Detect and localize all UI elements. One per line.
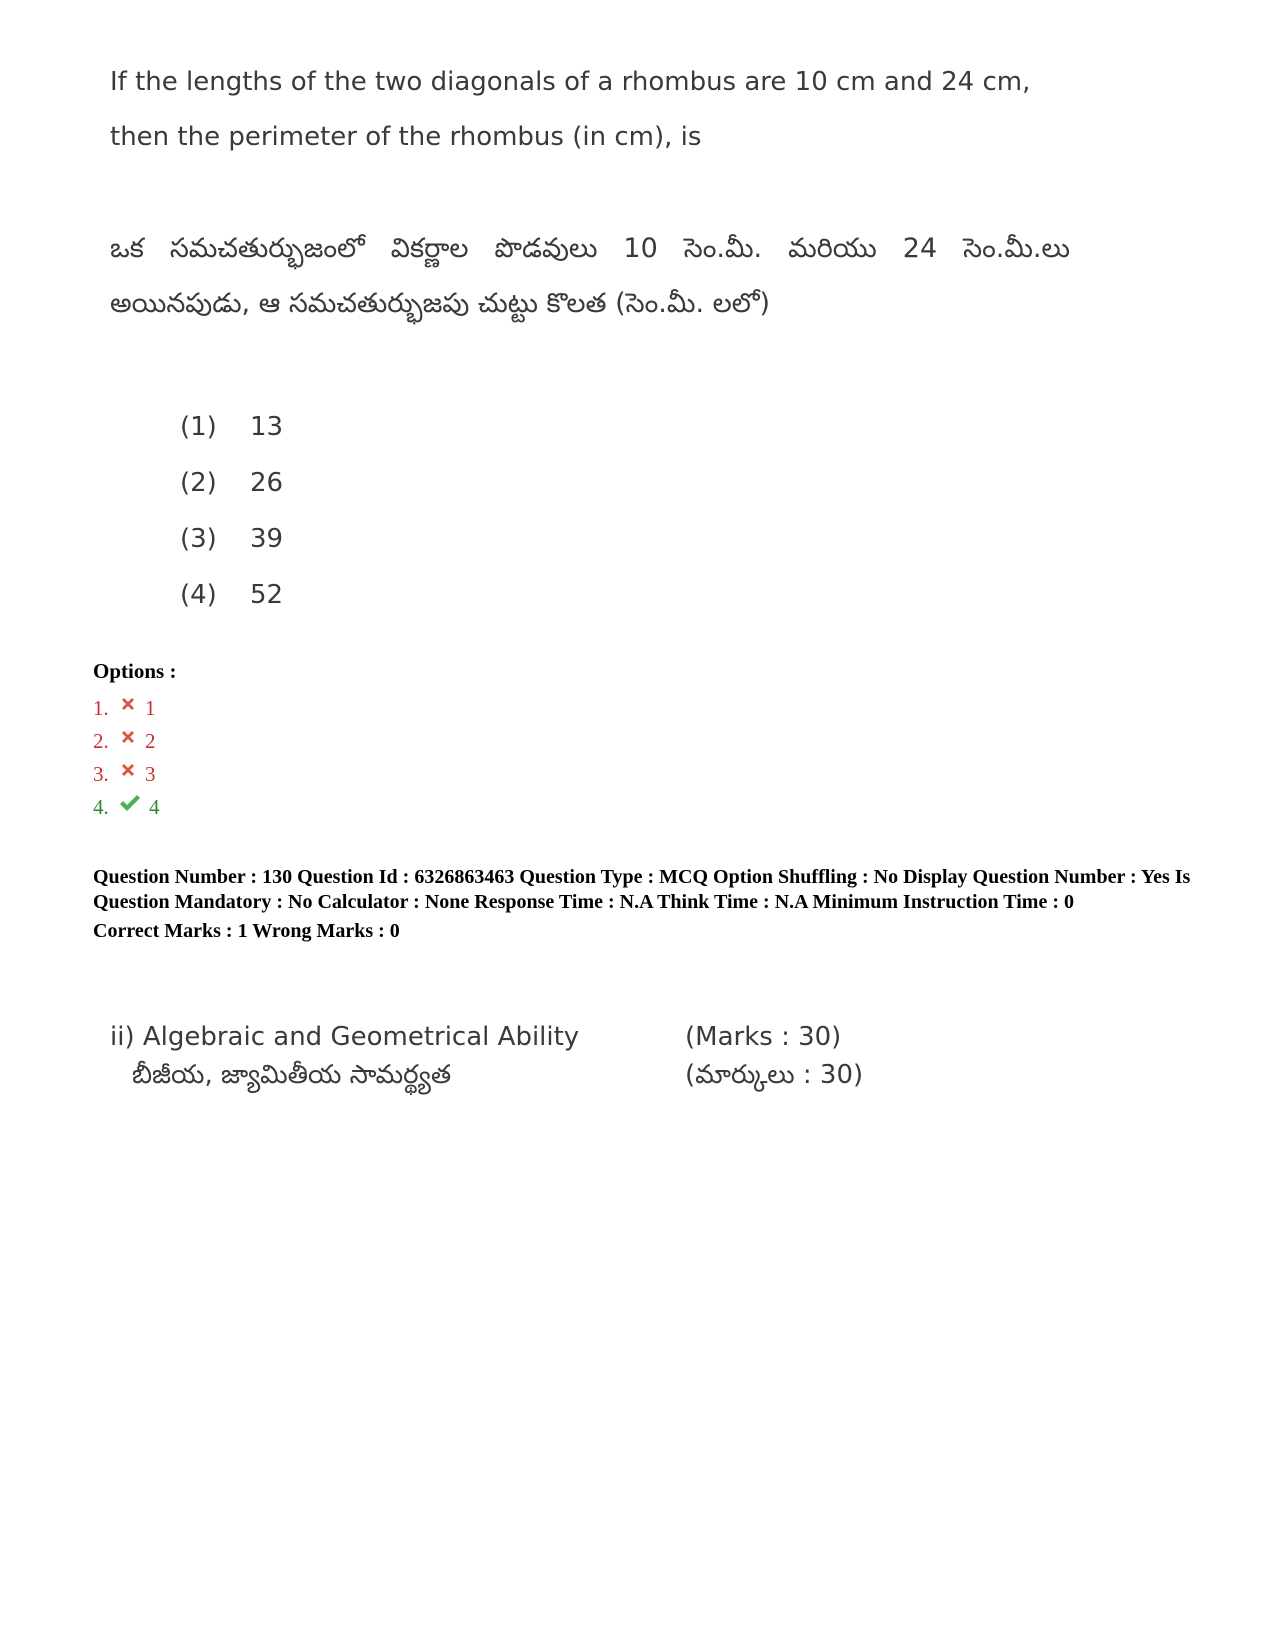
option-index: 1. bbox=[93, 696, 109, 720]
option-index: 2. bbox=[93, 729, 109, 753]
marks-info: Correct Marks : 1 Wrong Marks : 0 bbox=[93, 920, 400, 942]
option-label: 2 bbox=[145, 729, 156, 753]
option-label: 1 bbox=[145, 696, 156, 720]
option-row bbox=[93, 791, 176, 824]
answer-choice bbox=[180, 455, 1070, 511]
choice-value: 26 bbox=[250, 468, 284, 498]
choice-number: (4) bbox=[180, 580, 217, 610]
section-marks-english: (Marks : 30) bbox=[685, 1022, 842, 1052]
question-details: Question Number : 130 Question Id : 6326863463 Question Type : MCQ Option Shuffling : No Display Question Number : Yes Is Question Mandatory : No Calculator : None Response Time : N.A Think Time : N.A Minimum Instruction Time : 0 bbox=[93, 866, 1191, 913]
section-header-english bbox=[110, 1018, 1010, 1056]
options-title: Options : bbox=[93, 659, 177, 683]
answer-choices bbox=[180, 399, 1070, 623]
option-label: 3 bbox=[145, 762, 156, 786]
option-row bbox=[93, 692, 176, 725]
cross-icon bbox=[119, 728, 137, 746]
question-image bbox=[110, 55, 1070, 623]
option-row bbox=[93, 725, 176, 758]
choice-number: (3) bbox=[180, 524, 217, 554]
options-section bbox=[93, 658, 176, 824]
section-marks-telugu: (మార్కులు : 30) bbox=[685, 1060, 864, 1090]
choice-value: 13 bbox=[250, 412, 284, 442]
section-title-english: ii) Algebraic and Geometrical Ability bbox=[110, 1022, 580, 1052]
section-title-telugu: బీజీయ, జ్యామితీయ సామర్థ్యత bbox=[132, 1060, 452, 1090]
cross-icon bbox=[119, 761, 137, 779]
option-row bbox=[93, 758, 176, 791]
question-metadata bbox=[93, 865, 1203, 944]
answer-choice bbox=[180, 399, 1070, 455]
section-header-telugu bbox=[110, 1056, 1010, 1094]
question-text-english: If the lengths of the two diagonals of a rhombus are 10 cm and 24 cm, then the perimeter of the rhombus (in cm), is bbox=[110, 67, 1031, 152]
question-text-telugu: ఒక సమచతుర్భుజంలో వికర్ణాల పొడవులు 10 సెం.మీ. మరియు 24 సెం.మీ.లు అయినపుడు, ఆ సమచతుర్భుజపు చుట్టు కొలత (సెం.మీ. లలో) bbox=[110, 233, 1070, 319]
section-header-image bbox=[110, 1018, 1010, 1094]
choice-number: (1) bbox=[180, 412, 217, 442]
choice-number: (2) bbox=[180, 468, 217, 498]
option-index: 4. bbox=[93, 795, 109, 819]
answer-choice bbox=[180, 567, 1070, 623]
choice-value: 52 bbox=[250, 580, 284, 610]
answer-choice bbox=[180, 511, 1070, 567]
choice-value: 39 bbox=[250, 524, 284, 554]
cross-icon bbox=[119, 695, 137, 713]
option-label: 4 bbox=[149, 795, 160, 819]
check-icon bbox=[119, 793, 141, 813]
option-index: 3. bbox=[93, 762, 109, 786]
